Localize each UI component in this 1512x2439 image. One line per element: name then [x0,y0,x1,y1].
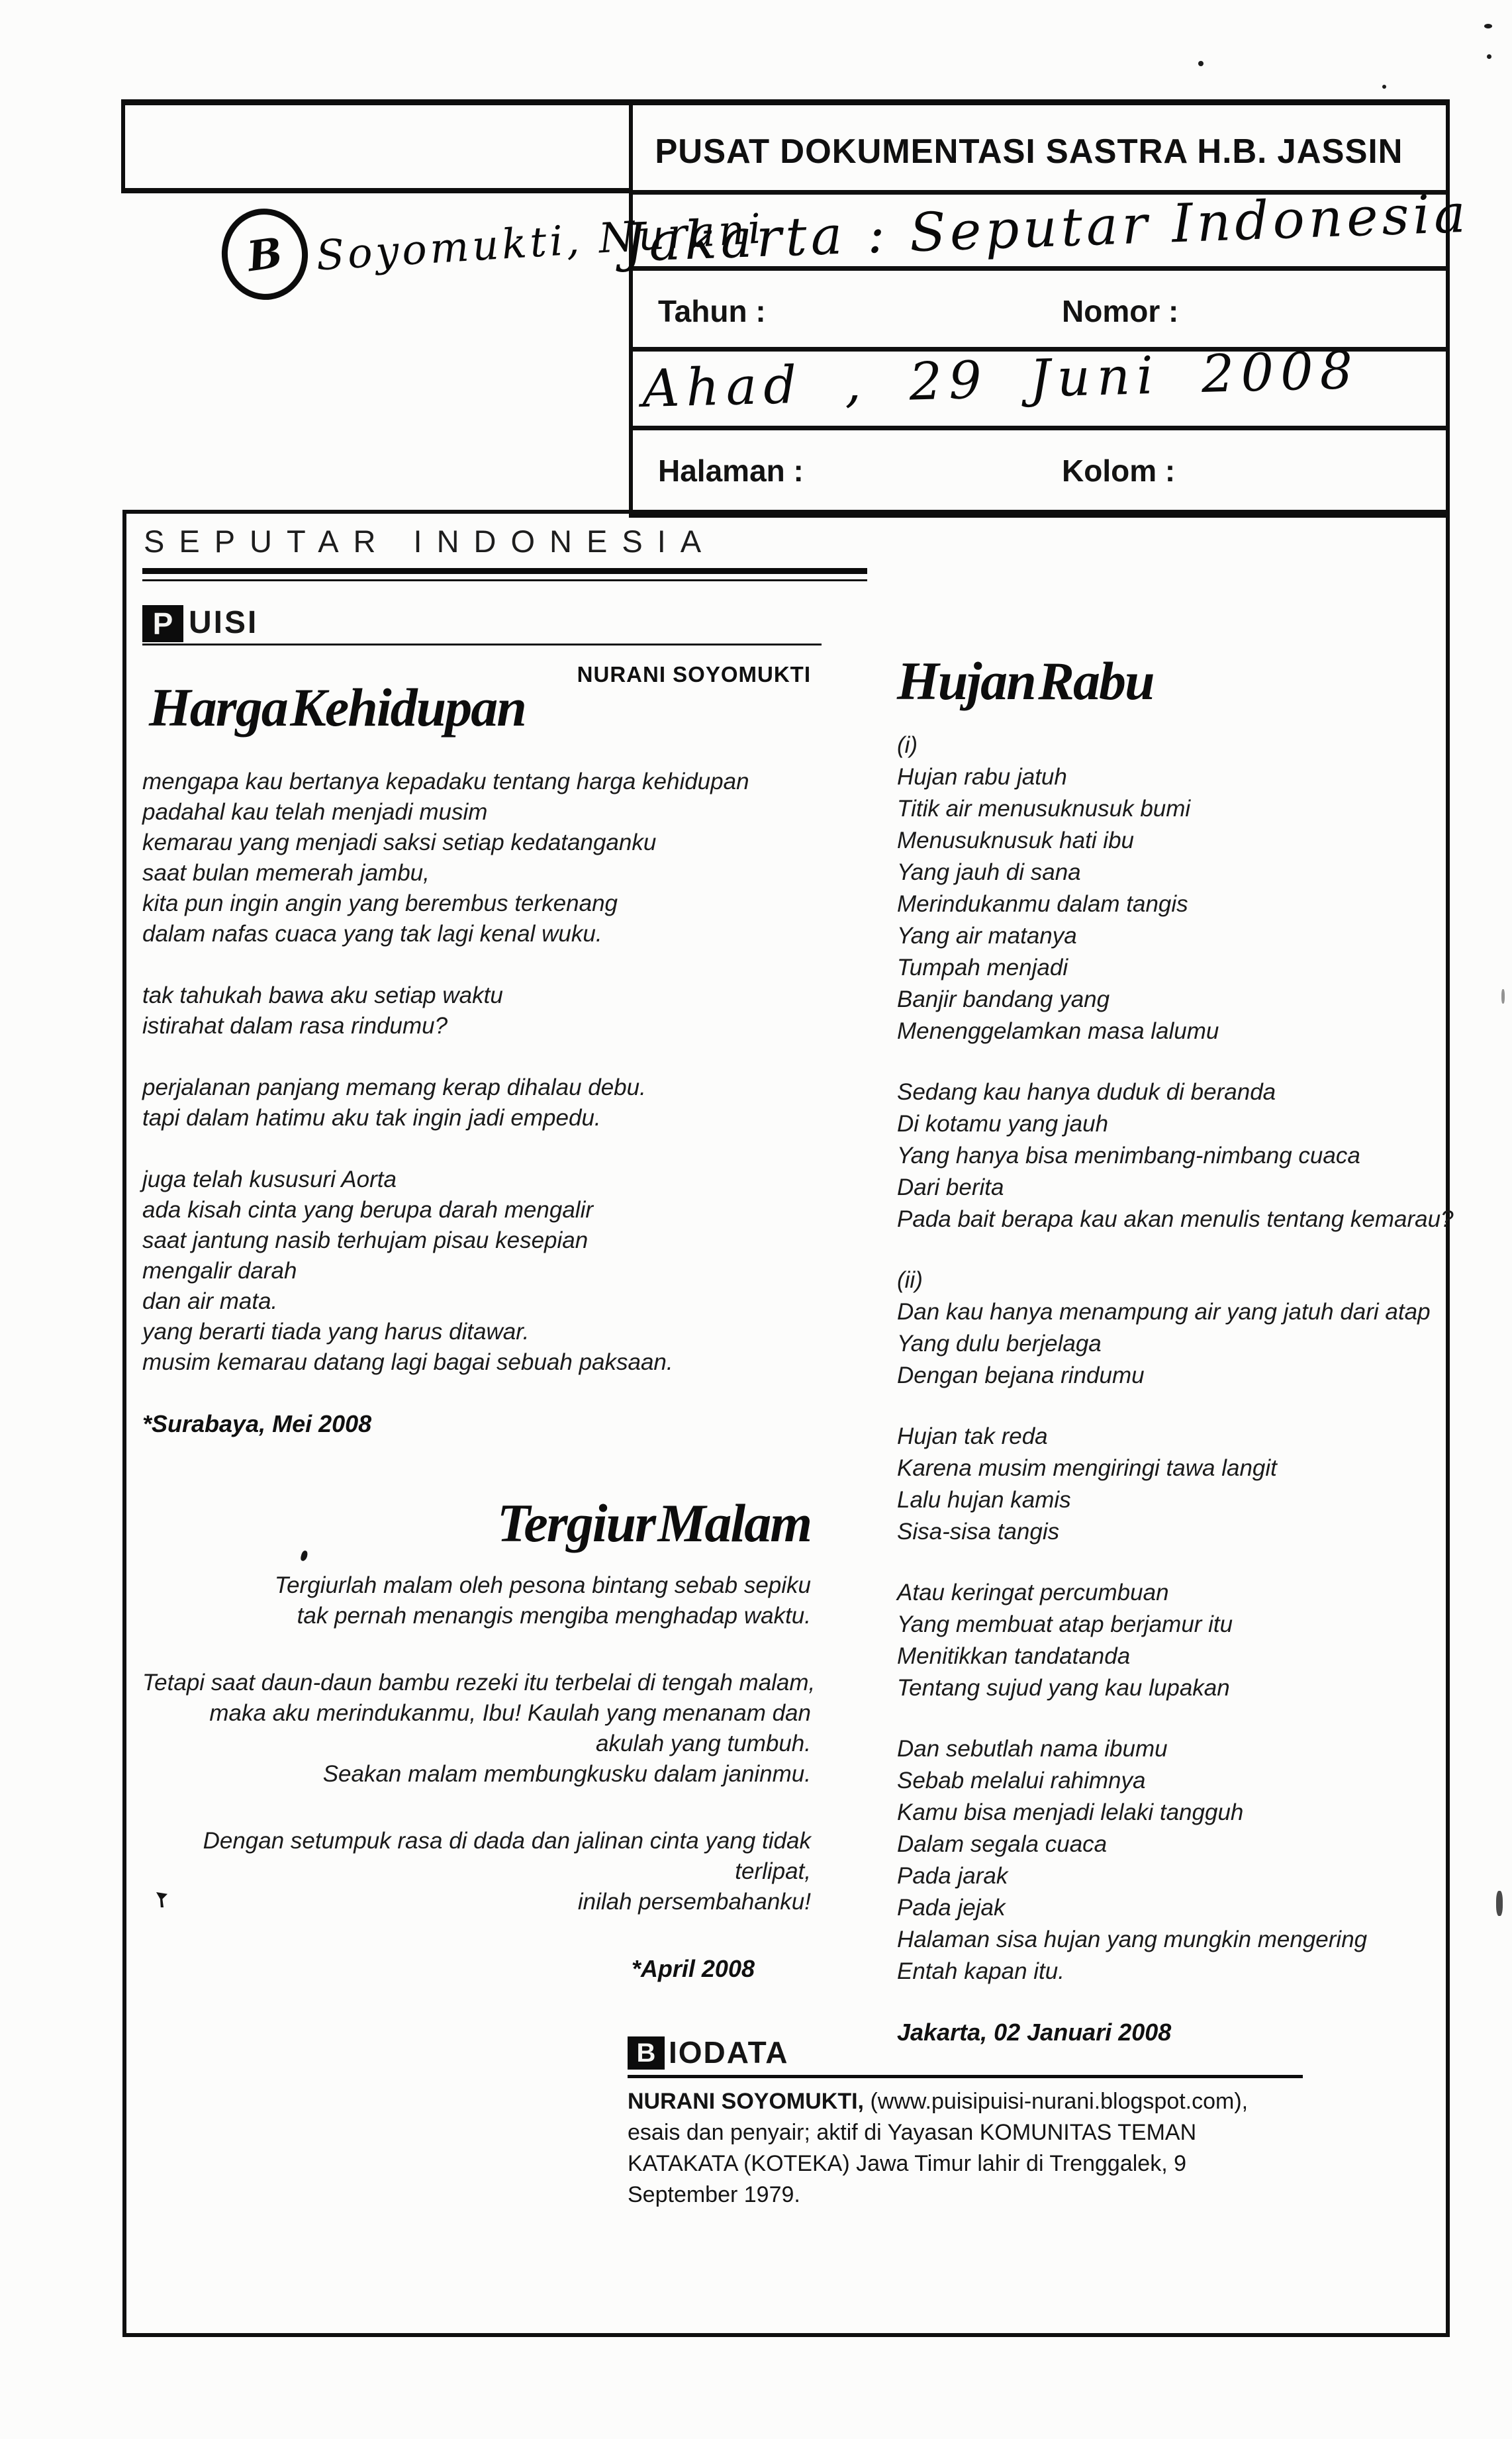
poem-line: terlipat, [735,1858,811,1884]
poem-line: tapi dalam hatimu aku tak ingin jadi empedu. [142,1105,601,1131]
poem-line: padahal kau telah menjadi musim [142,799,488,825]
rubric-initial: P [152,606,173,641]
form-row-institution [633,105,1446,195]
poem-line: akulah yang tumbuh. [596,1731,811,1756]
scan-smudge [1501,989,1505,1004]
poem3-stanza-6 [897,1733,1446,1987]
poem-line: Banjir bandang yang [897,986,1110,1012]
rubric-initial-box [142,605,183,642]
poem-line: Hujan tak reda [897,1423,1048,1449]
poem3-stanza-1 [897,761,1446,1047]
poem-line: Yang hanya bisa menimbang-nimbang cuaca [897,1143,1360,1169]
biodata-line: esais dan penyair; aktif di Yayasan KOMUNITAS TEMAN [628,2120,1197,2145]
poem3-section1-label: (i) [897,732,918,758]
date-entry-handwriting: Ahad , 29 Juni 2008 [641,340,1360,420]
poem-line: inilah persembahanku! [577,1889,811,1915]
poem-line: Tergiurlah malam oleh pesona bintang sebab sepiku [274,1572,811,1598]
poem-line: Yang dulu berjelaga [897,1331,1102,1357]
poem-line: Halaman sisa hujan yang mungkin mengering [897,1927,1368,1952]
author-entry-handwriting: Soyomukti, Nurani [314,204,766,280]
poem-line: perjalanan panjang memang kerap dihalau debu. [142,1075,646,1100]
masthead-rule-thick [142,568,867,574]
poem3-section2-label: (ii) [897,1267,923,1293]
poem-line: mengapa kau bertanya kepadaku tentang harga kehidupan [142,769,749,794]
poem-line: Yang air matanya [897,923,1077,949]
poem-line: Seakan malam membungkusku dalam janinmu. [322,1761,811,1787]
biodata-line [628,2086,1356,2117]
poem-line: Sisa-sisa tangis [897,1519,1060,1545]
poem2-stanza-2 [142,1668,816,1790]
byline: NURANI SOYOMUKTI [577,662,811,687]
poem-line: Menenggelamkan masa lalumu [897,1018,1219,1044]
scan-speck [1198,61,1204,66]
poem-line: musim kemarau datang lagi bagai sebuah paksaan. [142,1349,673,1375]
clipping-box [122,510,1454,2337]
masthead: SEPUTAR INDONESIA [144,524,716,559]
poem-line: mengalir darah [142,1258,297,1284]
classification-circle [216,203,314,306]
poem-line: Lalu hujan kamis [897,1487,1071,1513]
poem2-body [142,1570,816,1984]
halaman-label: Halaman : [658,454,804,488]
poem3-signature: Jakarta, 02 Januari 2008 [897,2019,1172,2046]
biodata-url: (www.puisipuisi-nurani.blogspot.com), [870,2089,1249,2114]
poem-line: maka aku merindukanmu, Ibu! Kaulah yang menanam dan [209,1700,811,1726]
poem1-stanza-2 [142,980,811,1041]
poem-line: Atau keringat percumbuan [897,1580,1169,1605]
poem-line: dalam nafas cuaca yang tak lagi kenal wuku. [142,921,602,947]
poem-line: Dengan setumpuk rasa di dada dan jalinan cinta yang tidak [203,1828,811,1854]
biodata-author-name: NURANI SOYOMUKTI, [628,2089,864,2114]
poem1-title: Harga Kehidupan [149,677,526,738]
masthead-rule-thin [142,579,867,581]
poem-line: Hujan rabu jatuh [897,764,1067,790]
nomor-label: Nomor : [1062,294,1179,328]
poem-line: saat bulan memerah jambu, [142,860,430,886]
biodata-line: September 1979. [628,2182,800,2207]
poem3-stanza-2 [897,1076,1454,1235]
rubric-puisi [142,605,258,642]
poem-line: Merindukanmu dalam tangis [897,891,1188,917]
poem-line: ada kisah cinta yang berupa darah mengalir [142,1197,593,1223]
poem3-stanza-4 [897,1421,1446,1548]
poem3-title: Hujan Rabu [897,651,1154,711]
poem-line: Tumpah menjadi [897,955,1068,980]
form-author-cell [121,99,766,281]
poem-line: tak tahukah bawa aku setiap waktu [142,982,503,1008]
biodata-line: KATAKATA (KOTEKA) Jawa Timur lahir di Trenggalek, 9 [628,2151,1186,2176]
scan-speck [1484,24,1492,28]
poem1-signature: *Surabaya, Mei 2008 [142,1410,372,1437]
poem-line: Tetapi saat daun-daun bambu rezeki itu terbelai di tengah malam, [142,1670,816,1696]
poem-line: Entah kapan itu. [897,1958,1064,1984]
scan-smudge [1496,1891,1503,1916]
scan-speck [1382,85,1386,89]
form-row-halaman-kolom [633,430,1446,514]
poem-line: Menitikkan tandatanda [897,1643,1131,1669]
poem2-stanza-1 [142,1570,811,1631]
poem-line: Sedang kau hanya duduk di beranda [897,1079,1276,1105]
poem-line: Karena musim mengiringi tawa langit [897,1455,1277,1481]
poem2-stanza-3 [142,1826,811,1917]
poem2-title: Tergiur Malam [496,1493,811,1553]
poem-line: Di kotamu yang jauh [897,1111,1109,1137]
poem-line: Dan sebutlah nama ibumu [897,1736,1168,1762]
poem-line: Kamu bisa menjadi lelaki tangguh [897,1799,1244,1825]
poem-line: Yang jauh di sana [897,859,1081,885]
poem1-stanza-3 [142,1073,811,1133]
poem3-body [897,730,1454,2048]
institution-title: PUSAT DOKUMENTASI SASTRA H.B. JASSIN [655,132,1403,171]
form-row-date [633,340,1446,430]
biodata-text [628,2086,1356,2211]
poem-line: Titik air menusuknusuk bumi [897,796,1191,822]
poem-line: yang berarti tiada yang harus ditawar. [142,1319,530,1345]
poem-line: kemarau yang menjadi saksi setiap kedatanganku [142,830,657,855]
poem-line: Tentang sujud yang kau lupakan [897,1675,1230,1701]
poem-line: Dengan bejana rindumu [897,1363,1145,1388]
poem-line: juga telah kususuri Aorta [142,1167,397,1192]
biodata-underline [628,2075,1303,2078]
poem-line: Pada jejak [897,1895,1006,1921]
poem-line: Dalam segala cuaca [897,1831,1108,1857]
poem1-stanza-4 [142,1165,811,1378]
poem-line: Yang membuat atap berjamur itu [897,1611,1233,1637]
biodata-label: IODATA [669,2035,789,2070]
poem-line: Sebab melalui rahimnya [897,1768,1146,1793]
rubric-underline [142,644,822,646]
biodata-heading [628,2036,1356,2070]
poem-line: istirahat dalam rasa rindumu? [142,1013,448,1039]
poem-line: saat jantung nasib terhujam pisau kesepian [142,1227,589,1253]
biodata-section [628,2036,1356,2211]
poem3-stanza-5 [897,1577,1446,1704]
form-row-tahun-nomor [633,271,1446,352]
poem-line: Dan kau hanya menampung air yang jatuh dari atap [897,1299,1431,1325]
poem-line: Menusuknusuk hati ibu [897,828,1134,853]
poem2-signature: *April 2008 [631,1955,755,1982]
tahun-label: Tahun : [658,294,766,328]
poem-line: Dari berita [897,1174,1004,1200]
poem1-body [142,767,811,1439]
poem-line: Pada jarak [897,1863,1008,1889]
classification-letter: B [244,228,286,281]
catalog-form [622,99,1471,518]
poem3-stanza-3 [897,1296,1446,1392]
poem1-stanza-1 [142,767,811,949]
poem-line: tak pernah menangis mengiba menghadap waktu. [297,1603,811,1629]
biodata-initial: B [636,2038,656,2068]
publication-entry-handwriting: Jakarta : Seputar Indonesia [622,182,1471,274]
rubric-label: UISI [189,605,259,640]
poem-line: Pada bait berapa kau akan menulis tentang kemarau? [897,1206,1454,1232]
biodata-initial-box [628,2036,665,2070]
scan-speck [1487,54,1491,59]
poem-line: kita pun ingin angin yang berembus terkenang [142,890,618,916]
poem-line: dan air mata. [142,1288,278,1314]
kolom-label: Kolom : [1062,454,1176,488]
